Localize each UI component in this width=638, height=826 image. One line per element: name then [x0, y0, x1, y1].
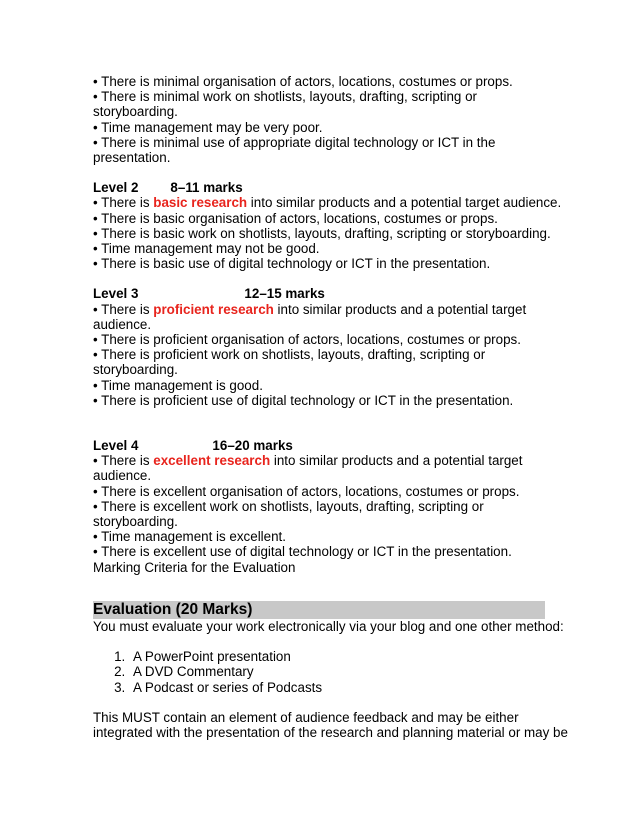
- level4-line: • There is excellent work on shotlists, layouts, drafting, scripting or: [93, 498, 484, 514]
- level1-block: [93, 74, 553, 165]
- text-prefix: • There is: [93, 195, 154, 211]
- level3-research-line: [93, 302, 553, 317]
- level2-research-line: [93, 195, 562, 211]
- evaluation-heading: Evaluation (20 Marks): [93, 601, 545, 619]
- list-item: 1. A PowerPoint presentation: [129, 649, 553, 664]
- level3-highlight: proficient research: [153, 301, 274, 317]
- level3-heading: [93, 286, 553, 301]
- level2-marks: 8–11 marks: [170, 180, 243, 196]
- level3-line: • There is proficient use of digital technology or ICT in the presentation.: [93, 392, 514, 408]
- level3-block: [93, 286, 553, 408]
- level1-line: • There is minimal organisation of actors, locations, costumes or props.: [93, 74, 513, 89]
- level4-line: audience.: [93, 468, 152, 484]
- document-content: [93, 74, 568, 740]
- evaluation-paragraph-line: This MUST contain an element of audience feedback and may be either: [93, 709, 519, 725]
- text-prefix: • There is: [93, 453, 154, 469]
- level1-line: • There is minimal use of appropriate digital technology or ICT in the: [93, 134, 496, 150]
- level1-line: storyboarding.: [93, 104, 178, 120]
- marking-criteria-caption: Marking Criteria for the Evaluation: [93, 559, 296, 575]
- level2-label: Level 2: [93, 180, 139, 196]
- level3-marks: 12–15 marks: [244, 286, 325, 302]
- level4-label: Level 4: [93, 438, 139, 454]
- level3-line: • There is proficient work on shotlists, layouts, drafting, scripting or: [93, 347, 486, 363]
- level4-line: • Time management is excellent.: [93, 529, 286, 545]
- level4-block: [93, 438, 553, 575]
- level2-line: • There is basic use of digital technology or ICT in the presentation.: [93, 256, 491, 272]
- level4-line: • There is excellent organisation of actors, locations, costumes or props.: [93, 483, 520, 499]
- level4-line: storyboarding.: [93, 514, 178, 530]
- level4-line: • There is excellent use of digital technology or ICT in the presentation.: [93, 544, 512, 560]
- text-prefix: • There is: [93, 301, 154, 317]
- level1-line: • There is minimal work on shotlists, layouts, drafting, scripting or: [93, 89, 477, 105]
- level2-line: • There is basic work on shotlists, layouts, drafting, scripting or storyboarding.: [93, 225, 551, 241]
- level2-heading: [93, 180, 553, 195]
- level3-line: • Time management is good.: [93, 377, 263, 393]
- level2-line: • There is basic organisation of actors, locations, costumes or props.: [93, 210, 498, 226]
- level4-research-line: [93, 453, 553, 468]
- evaluation-options-list: [93, 649, 553, 695]
- text-suffix: into similar products and a potential target: [273, 301, 527, 317]
- level2-highlight: basic research: [153, 195, 248, 211]
- evaluation-paragraph-line: integrated with the presentation of the research and planning material or may be: [93, 724, 568, 740]
- level1-line: presentation.: [93, 150, 171, 166]
- level2-block: [93, 180, 562, 272]
- level3-line: audience.: [93, 316, 152, 332]
- text-suffix: into similar products and a potential target audience.: [247, 195, 562, 211]
- level2-line: • Time management may not be good.: [93, 241, 320, 257]
- list-item: 2. A DVD Commentary: [129, 664, 553, 679]
- level1-line: • Time management may be very poor.: [93, 119, 323, 135]
- level4-marks: 16–20 marks: [212, 438, 293, 454]
- level3-line: • There is proficient organisation of actors, locations, costumes or props.: [93, 332, 521, 348]
- evaluation-intro: You must evaluate your work electronically via your blog and one other method:: [93, 618, 564, 634]
- level4-heading: [93, 438, 553, 453]
- level3-label: Level 3: [93, 286, 139, 302]
- list-item: 3. A Podcast or series of Podcasts: [129, 680, 553, 695]
- level3-line: storyboarding.: [93, 362, 178, 378]
- text-suffix: into similar products and a potential target: [270, 453, 523, 469]
- level4-highlight: excellent research: [153, 453, 271, 469]
